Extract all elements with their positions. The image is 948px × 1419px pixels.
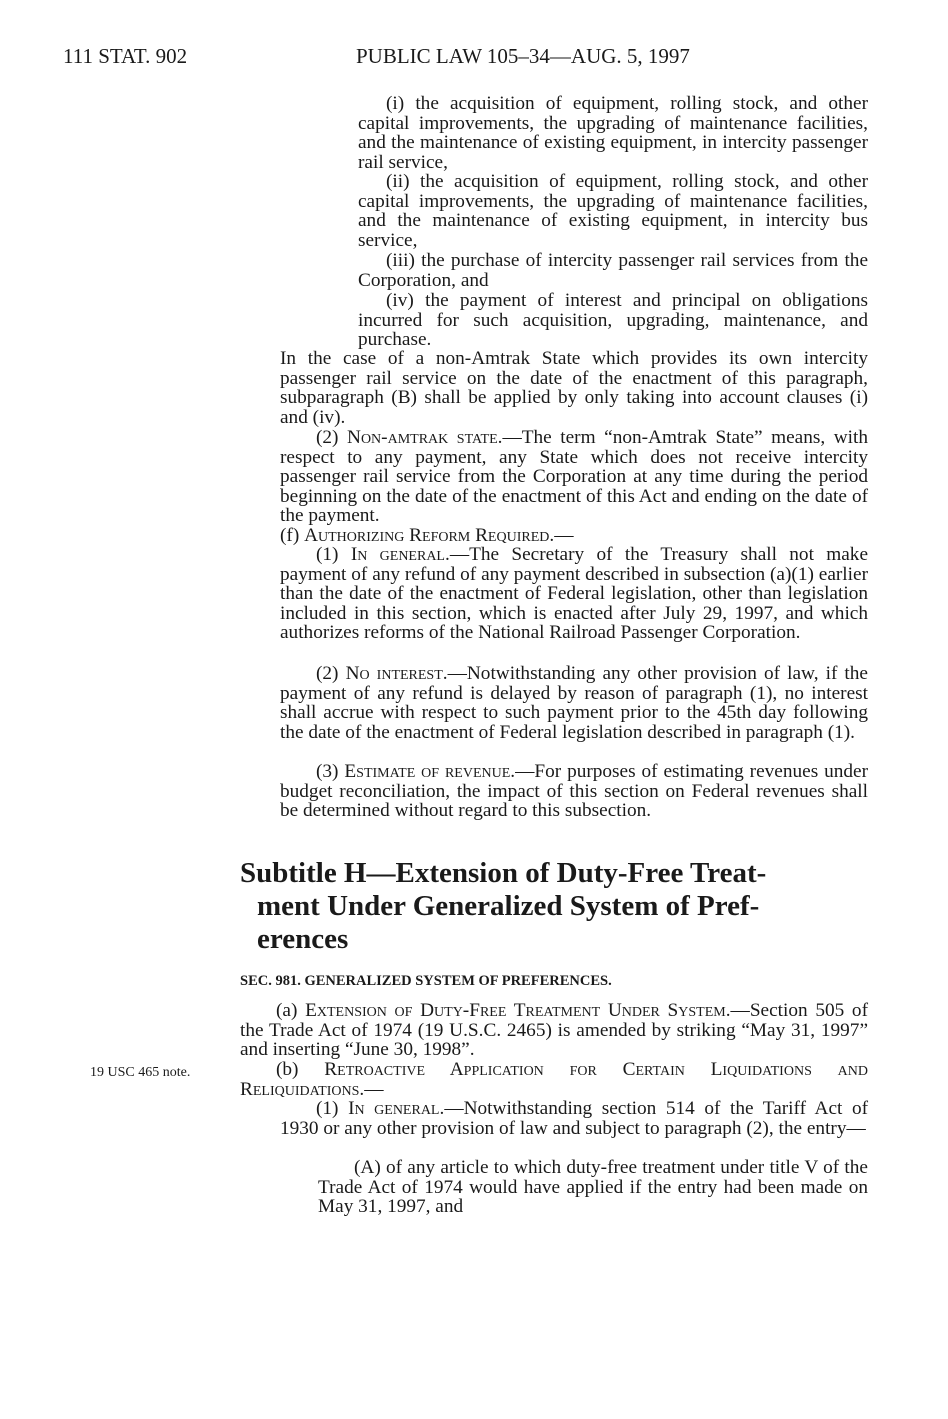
subtitle-heading	[240, 857, 880, 956]
section-heading: SEC. 981. GENERALIZED SYSTEM OF PREFERENCES.	[240, 973, 612, 989]
paragraph-heading: Estimate of revenue.	[344, 761, 516, 782]
paragraph-number: (2)	[316, 663, 339, 684]
clause-ii: (ii) the acquisition of equipment, rolling stock, and other capital improvements, the upgrading of maintenance facilities, and the maintenance of existing equipment, in intercity bus service,	[358, 171, 868, 251]
clause-iv: (iv) the payment of interest and principal on obligations incurred for such acquisition, upgrading, maintenance, and purchase.	[358, 290, 868, 351]
subsection-text: —Section 505 of the Trade Act of 1974 (19 U.S.C. 2465) is amended by striking “May 31, 1997” and inserting “June 30, 1998”.	[240, 1000, 868, 1061]
margin-note: 19 USC 465 note.	[90, 1065, 191, 1080]
subtitle-line: Subtitle H—Extension of Duty-Free Treat-	[240, 857, 767, 889]
subsection-number: (f)	[280, 525, 300, 546]
heading-dash: —	[554, 525, 574, 546]
running-head: PUBLIC LAW 105–34—AUG. 5, 1997	[356, 44, 690, 68]
subsection-heading: Retroactive Application for Certain Liquidations and Reliquidations.	[240, 1059, 868, 1100]
subsection-b	[240, 1060, 868, 1099]
subtitle-line: ment Under Generalized System of Pref-	[257, 890, 760, 922]
paragraph-f1	[280, 545, 868, 643]
clause-iii: (iii) the purchase of intercity passenger rail services from the Corporation, and	[358, 250, 868, 291]
paragraph-text: —Notwithstanding section 514 of the Tariff Act of 1930 or any other provision of law and subject to paragraph (2), the entry—	[280, 1098, 869, 1139]
subparagraph-A: (A) of any article to which duty-free treatment under title V of the Trade Act of 1974 would have applied if the entry had been made on May 31, 1997, and	[318, 1157, 868, 1218]
paragraph-heading: No interest.	[345, 663, 448, 684]
paragraph-e2	[280, 428, 868, 526]
subtitle-line: erences	[257, 923, 349, 955]
paragraph-text: —The term “non-Amtrak State” means, with respect to any payment, any State which does not receive intercity passenger rail service from the Corporation at any time during the period beginning on the date of the enactment of this Act and ending on the date of the payment.	[280, 427, 868, 527]
paragraph-f2	[280, 664, 868, 742]
paragraph-heading: Non-amtrak state.	[347, 427, 503, 448]
paragraph-b1	[280, 1099, 868, 1138]
paragraph-number: (3)	[316, 761, 339, 782]
paragraph-heading: In general.	[348, 1098, 445, 1119]
clause-i: (i) the acquisition of equipment, rolling stock, and other capital improvements, the upgrading of maintenance facilities, and the maintenance of existing equipment, in intercity passenger rail service,	[358, 93, 868, 173]
flush-text: In the case of a non-Amtrak State which provides its own intercity passenger rail service on the date of the enactment of this paragraph, subparagraph (B) shall be applied by only taking into account clauses (i) and (iv).	[280, 348, 868, 428]
subsection-heading: Authorizing Reform Required.	[304, 525, 555, 546]
subsection-f	[280, 526, 868, 546]
paragraph-number: (1)	[316, 1098, 339, 1119]
paragraph-text: —Notwithstanding any other provision of law, if the payment of any refund is delayed by reason of paragraph (1), no interest shall accrue with respect to such payment prior to the 45th day following the date of the enactment of Federal legislation described in paragraph (1).	[280, 663, 868, 743]
paragraph-text: —For purposes of estimating revenues under budget reconciliation, the impact of this section on Federal revenues shall be determined without regard to this subsection.	[280, 761, 868, 822]
paragraph-number: (1)	[316, 544, 339, 565]
subsection-a	[240, 1001, 868, 1060]
paragraph-heading: In general.	[350, 544, 450, 565]
running-header	[0, 44, 948, 74]
paragraph-f3	[280, 762, 868, 821]
paragraph-text: —The Secretary of the Treasury shall not make payment of any refund of any payment described in subsection (a)(1) earlier than the date of the enactment of Federal legislation, other than legislation included in this section, which is enacted after July 29, 1997, and which authorizes reforms of the National Railroad Passenger Corporation.	[280, 544, 869, 644]
paragraph-number: (2)	[316, 427, 339, 448]
subsection-number: (b)	[276, 1059, 299, 1080]
heading-dash: —	[364, 1078, 384, 1100]
page-folio: 111 STAT. 902	[63, 44, 188, 68]
subsection-heading: Extension of Duty-Free Treatment Under System.	[305, 1000, 731, 1021]
subsection-number: (a)	[276, 1000, 298, 1021]
